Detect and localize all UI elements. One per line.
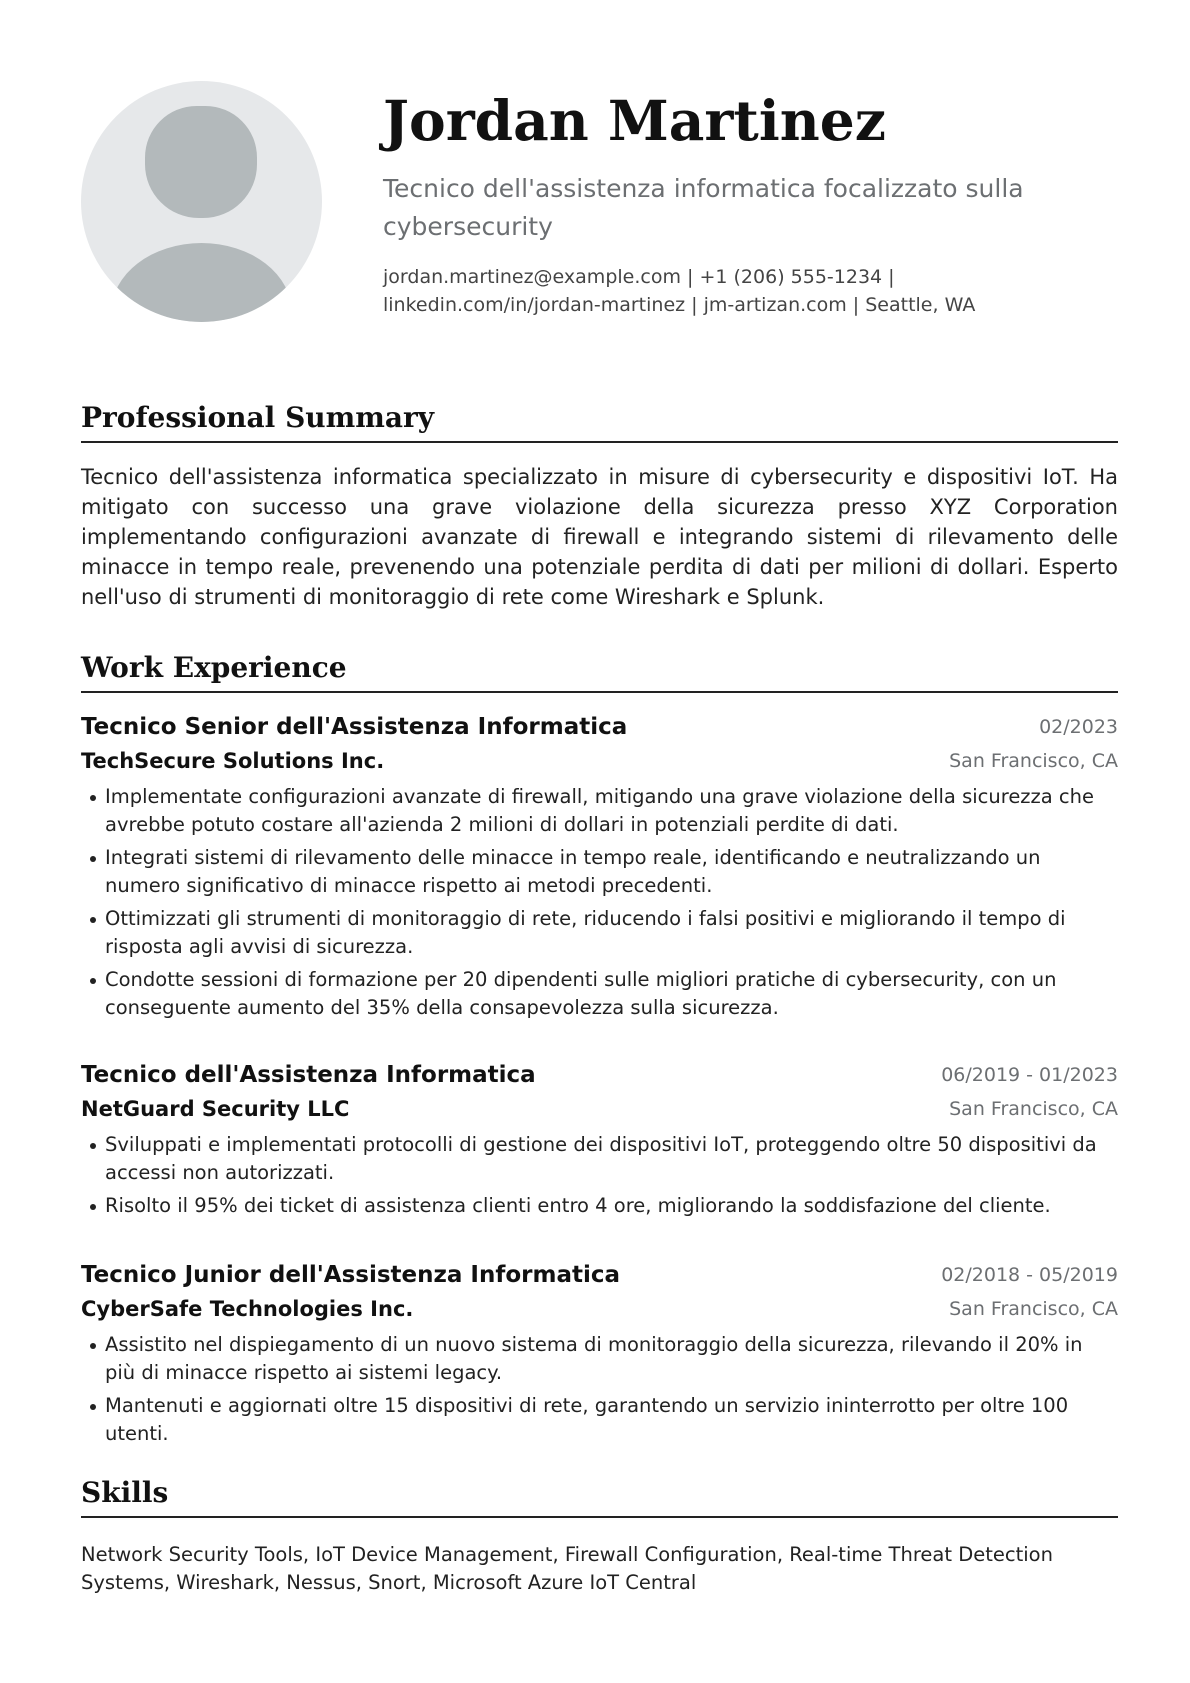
job-company: NetGuard Security LLC bbox=[81, 1097, 350, 1121]
skills-text: Network Security Tools, IoT Device Management, Firewall Configuration, Real-time Threat Detection Systems, Wireshark, Nessus, Snort, Microsoft Azure IoT Central bbox=[81, 1543, 1053, 1594]
job-bullet: Integrati sistemi di rilevamento delle minacce in tempo reale, identificando e neutralizzando un numero significativo di minacce rispetto ai metodi precedenti. bbox=[81, 844, 1118, 900]
contact-email[interactable]: jordan.martinez@example.com bbox=[383, 266, 681, 288]
job-bullet: Mantenuti e aggiornati oltre 15 dispositivi di rete, garantendo un servizio ininterrotto per oltre 100 utenti. bbox=[81, 1392, 1118, 1448]
job-company: CyberSafe Technologies Inc. bbox=[81, 1297, 414, 1321]
job-date: 02/2018 - 05/2019 bbox=[941, 1264, 1118, 1286]
job-company-row bbox=[81, 1293, 1118, 1327]
contact-phone[interactable]: +1 (206) 555-1234 bbox=[699, 266, 883, 288]
avatar-placeholder-icon bbox=[81, 81, 322, 322]
job-bullet: Assistito nel dispiegamento di un nuovo sistema di monitoraggio della sicurezza, rilevando il 20% in più di minacce rispetto ai sistemi legacy. bbox=[81, 1331, 1118, 1387]
job-date: 06/2019 - 01/2023 bbox=[941, 1064, 1118, 1086]
job-bullet: Sviluppati e implementati protocolli di gestione dei dispositivi IoT, proteggendo oltre 50 dispositivi da accessi non autorizzati. bbox=[81, 1131, 1118, 1187]
job-title: Tecnico Junior dell'Assistenza Informatica bbox=[81, 1262, 621, 1288]
contact-separator: | bbox=[687, 266, 694, 288]
job-bullet: Risolto il 95% dei ticket di assistenza clienti entro 4 ore, migliorando la soddisfazione del cliente. bbox=[81, 1192, 1118, 1220]
contact-info bbox=[383, 263, 1023, 319]
avatar-head-shape bbox=[145, 106, 257, 218]
job-bullet-list bbox=[81, 1331, 1118, 1448]
summary-text: Tecnico dell'assistenza informatica specializzato in misure di cybersecurity e dispositivi IoT. Ha mitigato con successo una grave violazione della sicurezza presso XYZ Corporation implementando configurazioni avanzate di firewall e integrando sistemi di rilevamento delle minacce in tempo reale, prevenendo una potenziale perdita di dati per milioni di dollari. Esperto nell'uso di strumenti di monitoraggio di rete come Wireshark e Splunk. bbox=[81, 465, 1118, 609]
job-bullet-list bbox=[81, 783, 1118, 1022]
contact-separator: | bbox=[852, 294, 860, 316]
job-location: San Francisco, CA bbox=[949, 1298, 1118, 1320]
contact-website[interactable]: jm-artizan.com bbox=[703, 294, 847, 316]
job-location: San Francisco, CA bbox=[949, 1098, 1118, 1120]
candidate-name: Jordan Martinez bbox=[383, 88, 886, 153]
contact-location: Seattle, WA bbox=[865, 294, 976, 316]
contact-separator: | bbox=[888, 266, 895, 288]
job-bullet: Condotte sessioni di formazione per 20 dipendenti sulle migliori pratiche di cybersecurity, con un conseguente aumento del 35% della consapevolezza sulla sicurezza. bbox=[81, 966, 1118, 1022]
job-entry bbox=[81, 1259, 1118, 1453]
job-title-row bbox=[81, 1259, 1118, 1293]
job-company: TechSecure Solutions Inc. bbox=[81, 749, 385, 773]
job-bullet: Implementate configurazioni avanzate di firewall, mitigando una grave violazione della sicurezza che avrebbe potuto costare all'azienda 2 milioni di dollari in potenziali perdite di dati. bbox=[81, 783, 1118, 839]
job-bullet-list bbox=[81, 1131, 1118, 1220]
job-title-row bbox=[81, 711, 1118, 745]
skills-section-title: Skills bbox=[81, 1474, 1118, 1518]
job-location: San Francisco, CA bbox=[949, 750, 1118, 772]
experience-section-title: Work Experience bbox=[81, 649, 1118, 693]
contact-separator: | bbox=[691, 294, 698, 316]
job-company-row bbox=[81, 745, 1118, 779]
candidate-headline: Tecnico dell'assistenza informatica focalizzato sulla cybersecurity bbox=[383, 174, 1024, 241]
contact-linkedin[interactable]: linkedin.com/in/jordan-martinez bbox=[383, 294, 686, 316]
job-title-row bbox=[81, 1059, 1118, 1093]
job-title: Tecnico Senior dell'Assistenza Informatica bbox=[81, 714, 628, 740]
job-company-row bbox=[81, 1093, 1118, 1127]
job-bullet: Ottimizzati gli strumenti di monitoraggio di rete, riducendo i falsi positivi e migliorando il tempo di risposta agli avvisi di sicurezza. bbox=[81, 905, 1118, 961]
job-entry bbox=[81, 711, 1118, 1027]
job-date: 02/2023 bbox=[1039, 716, 1118, 738]
summary-section-title: Professional Summary bbox=[81, 399, 1118, 443]
job-title: Tecnico dell'Assistenza Informatica bbox=[81, 1062, 536, 1088]
avatar-body-shape bbox=[111, 243, 292, 322]
job-entry bbox=[81, 1059, 1118, 1225]
